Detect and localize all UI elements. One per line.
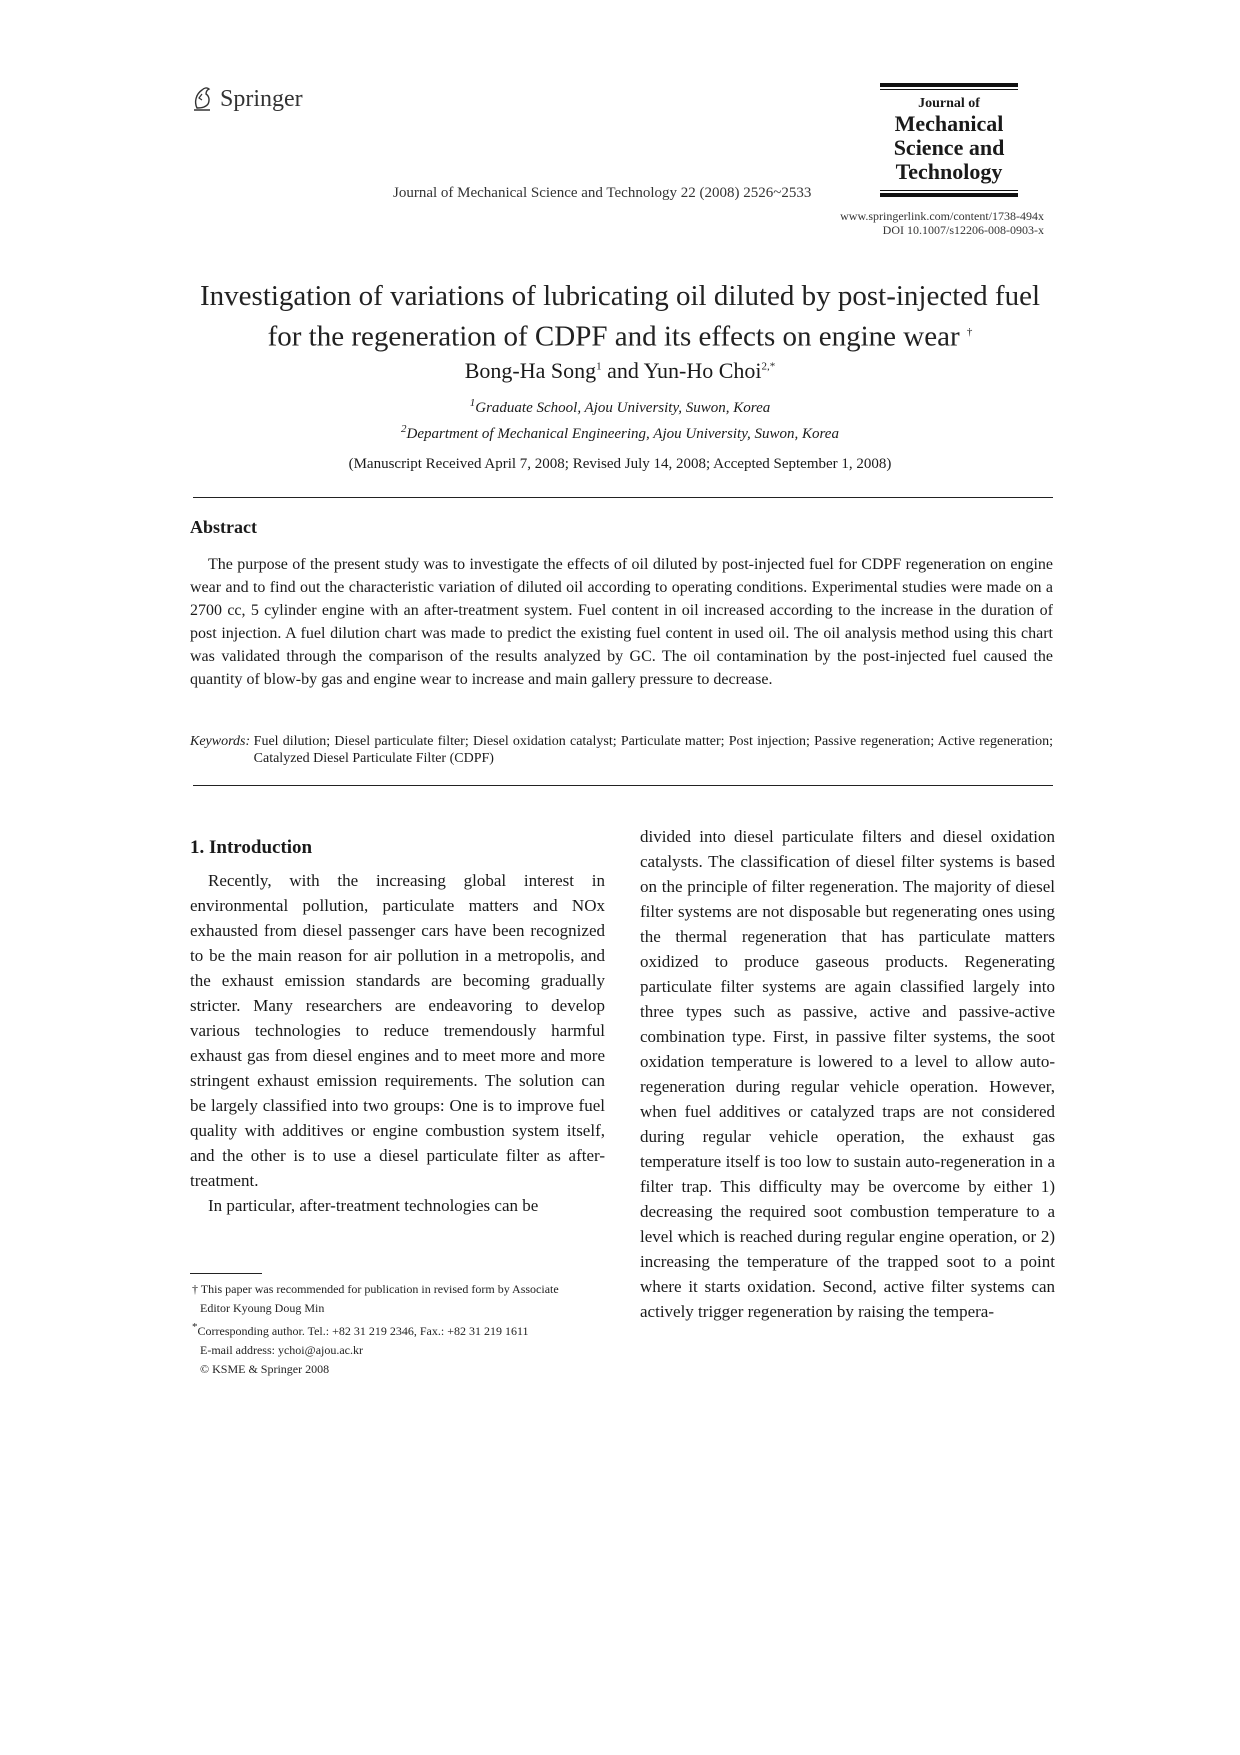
footnote-1: † This paper was recommended for publication in revised form by Associate xyxy=(192,1282,559,1296)
keywords-label-text: Keywords xyxy=(190,734,246,749)
left-column xyxy=(190,836,605,1218)
journal-name-line-3: Technology xyxy=(895,159,1003,184)
footnotes xyxy=(192,1280,612,1379)
intro-paragraph-2: In particular, after-treatment technologies can be xyxy=(208,1196,539,1215)
divider-bottom xyxy=(193,785,1053,786)
paper-title xyxy=(120,278,1120,355)
journal-name-line-2: Science and xyxy=(893,135,1005,160)
journal-rule-top xyxy=(880,83,1018,90)
journal-rule-bottom xyxy=(880,190,1018,197)
affiliation-2-num: 2 xyxy=(401,423,407,435)
publisher-logo xyxy=(188,84,303,114)
journal-title-box xyxy=(880,83,1018,197)
author-list xyxy=(120,358,1120,384)
journal-of-label: Journal of xyxy=(918,96,980,111)
affiliation-1-num: 1 xyxy=(469,397,476,409)
footnote-2-text: Corresponding author. Tel.: +82 31 219 2346, Fax.: +82 31 219 1611 xyxy=(197,1324,529,1338)
doi: DOI 10.1007/s12206-008-0903-x xyxy=(882,223,1044,237)
journal-name-line-1: Mechanical xyxy=(894,111,1004,136)
abstract-text: The purpose of the present study was to investigate the effects of oil diluted by post-injected fuel for CDPF regeneration on engine wear and to find out the characteristic variation of diluted oil according to operating conditions. Experimental studies were made on a 2700 cc, 5 cylinder engine with an after-treatment system. Fuel content in oil increased according to the increase in the duration of post injection. A fuel dilution chart was made to predict the existing fuel content in used oil. The oil analysis method using this chart was validated through the comparison of the results analyzed by GC. The oil contamination by the post-injected fuel caused the quantity of blow-by gas and engine wear to increase and main gallery pressure to decrease. xyxy=(190,556,1053,688)
keywords xyxy=(190,733,1053,767)
footnote-email[interactable]: E-mail address: ychoi@ajou.ac.kr xyxy=(200,1343,363,1357)
author-1: Bong-Ha Song xyxy=(464,358,597,383)
journal-url[interactable]: www.springerlink.com/content/1738-494x xyxy=(840,209,1044,223)
manuscript-dates: (Manuscript Received April 7, 2008; Revised July 14, 2008; Accepted September 1, 2008) xyxy=(348,456,892,472)
affiliation-1 xyxy=(120,393,1120,419)
author-2-affil: 2,* xyxy=(761,360,776,373)
title-dagger: † xyxy=(966,326,973,338)
author-2: Yun-Ho Choi xyxy=(643,358,762,383)
author-and: and xyxy=(607,358,639,383)
section-heading: 1. Introduction xyxy=(190,837,313,858)
right-column xyxy=(640,824,1055,1324)
title-line-2-text: for the regeneration of CDPF and its effects on engine wear xyxy=(267,320,960,353)
journal-links xyxy=(840,209,1044,237)
keywords-label: Keywords: xyxy=(190,734,254,749)
footnote-2 xyxy=(192,1318,612,1341)
intro-continued: divided into diesel particulate filters and diesel oxidation catalysts. The classification of diesel filter systems is based on the principle of filter regeneration. The majority of diesel filter systems are not disposable but regenerating ones using the thermal regeneration that has particulate matters oxidized to produce gaseous products. Regenerating particulate filter systems are again classified largely into three types such as passive, active and passive-active combination type. First, in passive filter systems, the soot oxidation temperature is lowered to a level to allow auto-regeneration during regular vehicle operation. However, when fuel additives or catalyzed traps are not considered during regular vehicle operation, the exhaust gas temperature itself is too low to sustain auto-regeneration in a filter trap. This difficulty may be overcome by either 1) decreasing the required soot combustion temperature to a level which is reached during regular engine operation, or 2) increasing the temperature of the trapped soot to a point where it starts oxidation. Second, active filter systems can actively trigger regeneration by raising the tempera- xyxy=(640,827,1055,1321)
footnote-copyright: © KSME & Springer 2008 xyxy=(200,1362,330,1376)
keywords-text: Fuel dilution; Diesel particulate filter; Diesel oxidation catalyst; Particulate matter; Post injection; Passive regeneration; Active regeneration; Catalyzed Diesel Particulate Filter (CDPF) xyxy=(253,734,1053,766)
springer-horse-icon xyxy=(188,84,216,114)
author-1-affil: 1 xyxy=(596,360,602,373)
affiliation-2-text: Department of Mechanical Engineering, Ajou University, Suwon, Korea xyxy=(406,426,839,442)
footnote-2-mark: * xyxy=(192,1321,198,1333)
affiliation-1-text: Graduate School, Ajou University, Suwon, Korea xyxy=(475,400,771,416)
abstract-heading: Abstract xyxy=(190,517,257,537)
affiliation-2 xyxy=(120,419,1120,445)
intro-paragraph-1: Recently, with the increasing global interest in environmental pollution, particulate matters and NOx exhausted from diesel passenger cars have been recognized to be the main reason for air pollution in a metropolis, and the exhaust emission standards are becoming gradually stricter. Many researchers are endeavoring to develop various technologies to reduce tremendously harmful exhaust gas from diesel engines and to meet more and more stringent exhaust emission requirements. The solution can be largely classified into two groups: One is to improve fuel quality with additives or engine combustion system itself, and the other is to use a diesel particulate filter as after-treatment. xyxy=(190,871,605,1190)
affiliations xyxy=(120,393,1120,445)
footnote-1-cont: Editor Kyoung Doug Min xyxy=(200,1301,325,1315)
footnote-rule xyxy=(190,1273,262,1274)
publisher-name: Springer xyxy=(220,85,303,112)
title-line-1: Investigation of variations of lubricating oil diluted by post-injected fuel xyxy=(200,280,1040,312)
divider-top xyxy=(193,497,1053,498)
title-line-2 xyxy=(120,314,1120,355)
journal-citation: Journal of Mechanical Science and Technology 22 (2008) 2526~2533 xyxy=(393,185,812,201)
